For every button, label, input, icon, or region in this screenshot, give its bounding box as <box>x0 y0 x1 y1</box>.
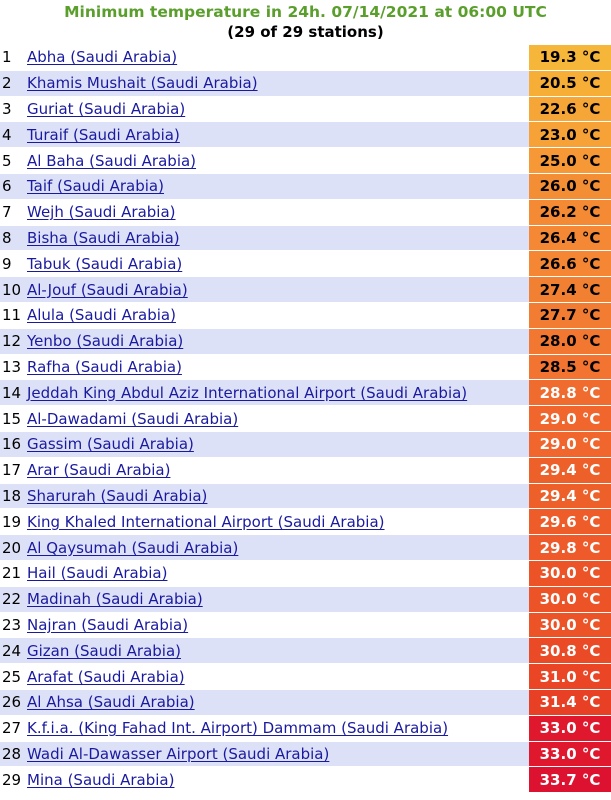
table-row <box>0 174 611 199</box>
page-header <box>0 0 611 44</box>
temperature-value: 29.0 °C <box>529 432 611 457</box>
station-link[interactable]: K.f.i.a. (King Fahad Int. Airport) Dammam (Saudi Arabia) <box>27 719 449 738</box>
station-link[interactable]: Alula (Saudi Arabia) <box>27 306 176 325</box>
table-row <box>0 380 611 405</box>
station-link[interactable]: Taif (Saudi Arabia) <box>27 177 164 196</box>
table-row <box>0 226 611 251</box>
station-link[interactable]: Wadi Al-Dawasser Airport (Saudi Arabia) <box>27 744 330 763</box>
temperature-value: 26.2 °C <box>529 200 611 225</box>
stations-table-body <box>0 45 611 792</box>
station-name-cell <box>26 587 529 612</box>
station-name-cell <box>26 690 529 715</box>
station-name-cell <box>26 251 529 276</box>
station-link[interactable]: King Khaled International Airport (Saudi Arabia) <box>27 512 385 531</box>
station-name-cell <box>26 97 529 122</box>
station-rank: 29 <box>0 767 26 792</box>
station-name-cell <box>26 355 529 380</box>
station-link[interactable]: Arar (Saudi Arabia) <box>27 461 171 480</box>
temperature-value: 33.0 °C <box>529 716 611 741</box>
table-row <box>0 329 611 354</box>
temperature-value: 30.0 °C <box>529 613 611 638</box>
table-row <box>0 355 611 380</box>
table-row <box>0 406 611 431</box>
table-row <box>0 71 611 96</box>
temperature-value: 26.6 °C <box>529 251 611 276</box>
station-link[interactable]: Wejh (Saudi Arabia) <box>27 203 176 222</box>
station-rank: 17 <box>0 458 26 483</box>
station-name-cell <box>26 45 529 70</box>
station-link[interactable]: Al Ahsa (Saudi Arabia) <box>27 693 195 712</box>
table-row <box>0 509 611 534</box>
station-name-cell <box>26 509 529 534</box>
table-row <box>0 148 611 173</box>
temperature-value: 19.3 °C <box>529 45 611 70</box>
station-rank: 28 <box>0 742 26 767</box>
table-row <box>0 638 611 663</box>
station-name-cell <box>26 380 529 405</box>
station-name-cell <box>26 535 529 560</box>
temperature-value: 28.8 °C <box>529 380 611 405</box>
station-rank: 26 <box>0 690 26 715</box>
station-link[interactable]: Rafha (Saudi Arabia) <box>27 357 182 376</box>
station-rank: 25 <box>0 664 26 689</box>
station-link[interactable]: Guriat (Saudi Arabia) <box>27 99 186 118</box>
station-link[interactable]: Al Baha (Saudi Arabia) <box>27 151 197 170</box>
station-link[interactable]: Hail (Saudi Arabia) <box>27 564 168 583</box>
table-row <box>0 45 611 70</box>
station-name-cell <box>26 122 529 147</box>
table-row <box>0 458 611 483</box>
station-name-cell <box>26 329 529 354</box>
table-row <box>0 742 611 767</box>
station-rank: 6 <box>0 174 26 199</box>
station-name-cell <box>26 226 529 251</box>
station-count: (29 of 29 stations) <box>227 23 384 41</box>
table-row <box>0 716 611 741</box>
station-link[interactable]: Jeddah King Abdul Aziz International Airport (Saudi Arabia) <box>27 383 468 402</box>
station-name-cell <box>26 767 529 792</box>
station-name-cell <box>26 71 529 96</box>
station-link[interactable]: Abha (Saudi Arabia) <box>27 48 178 67</box>
station-link[interactable]: Khamis Mushait (Saudi Arabia) <box>27 74 258 93</box>
page-title: Minimum temperature in 24h. 07/14/2021 at 06:00 UTC <box>64 3 547 21</box>
table-row <box>0 484 611 509</box>
temperature-value: 31.0 °C <box>529 664 611 689</box>
station-link[interactable]: Najran (Saudi Arabia) <box>27 615 189 634</box>
station-name-cell <box>26 638 529 663</box>
table-row <box>0 97 611 122</box>
station-rank: 12 <box>0 329 26 354</box>
temperature-value: 26.0 °C <box>529 174 611 199</box>
station-link[interactable]: Gizan (Saudi Arabia) <box>27 641 182 660</box>
station-link[interactable]: Al-Dawadami (Saudi Arabia) <box>27 409 239 428</box>
station-rank: 21 <box>0 561 26 586</box>
table-row <box>0 535 611 560</box>
station-name-cell <box>26 432 529 457</box>
station-link[interactable]: Bisha (Saudi Arabia) <box>27 228 180 247</box>
station-rank: 5 <box>0 148 26 173</box>
table-row <box>0 690 611 715</box>
table-row <box>0 303 611 328</box>
temperature-value: 30.0 °C <box>529 587 611 612</box>
table-row <box>0 122 611 147</box>
station-name-cell <box>26 174 529 199</box>
temperature-value: 29.6 °C <box>529 509 611 534</box>
station-rank: 1 <box>0 45 26 70</box>
station-name-cell <box>26 613 529 638</box>
temperature-value: 31.4 °C <box>529 690 611 715</box>
station-name-cell <box>26 200 529 225</box>
station-name-cell <box>26 148 529 173</box>
temperature-value: 33.0 °C <box>529 742 611 767</box>
station-link[interactable]: Madinah (Saudi Arabia) <box>27 590 203 609</box>
table-row <box>0 587 611 612</box>
table-row <box>0 613 611 638</box>
stations-table <box>0 44 611 793</box>
temperature-value: 27.4 °C <box>529 277 611 302</box>
station-rank: 23 <box>0 613 26 638</box>
station-rank: 24 <box>0 638 26 663</box>
temperature-value: 23.0 °C <box>529 122 611 147</box>
temperature-value: 30.8 °C <box>529 638 611 663</box>
station-name-cell <box>26 277 529 302</box>
station-link[interactable]: Arafat (Saudi Arabia) <box>27 667 185 686</box>
station-rank: 3 <box>0 97 26 122</box>
temperature-value: 22.6 °C <box>529 97 611 122</box>
station-rank: 27 <box>0 716 26 741</box>
station-name-cell <box>26 303 529 328</box>
temperature-value: 29.4 °C <box>529 484 611 509</box>
table-row <box>0 432 611 457</box>
station-rank: 20 <box>0 535 26 560</box>
station-rank: 8 <box>0 226 26 251</box>
station-link[interactable]: Mina (Saudi Arabia) <box>27 770 175 789</box>
temperature-value: 29.8 °C <box>529 535 611 560</box>
station-link[interactable]: Gassim (Saudi Arabia) <box>27 435 194 454</box>
station-rank: 2 <box>0 71 26 96</box>
station-rank: 19 <box>0 509 26 534</box>
station-name-cell <box>26 484 529 509</box>
station-name-cell <box>26 406 529 431</box>
table-row <box>0 664 611 689</box>
station-rank: 9 <box>0 251 26 276</box>
station-link[interactable]: Sharurah (Saudi Arabia) <box>27 486 208 505</box>
station-rank: 4 <box>0 122 26 147</box>
station-rank: 15 <box>0 406 26 431</box>
station-rank: 14 <box>0 380 26 405</box>
temperature-value: 29.4 °C <box>529 458 611 483</box>
station-link[interactable]: Tabuk (Saudi Arabia) <box>27 254 183 273</box>
table-row <box>0 200 611 225</box>
station-link[interactable]: Al Qaysumah (Saudi Arabia) <box>27 538 239 557</box>
table-row <box>0 277 611 302</box>
station-link[interactable]: Al-Jouf (Saudi Arabia) <box>27 280 188 299</box>
station-rank: 22 <box>0 587 26 612</box>
temperature-value: 20.5 °C <box>529 71 611 96</box>
station-rank: 13 <box>0 355 26 380</box>
temperature-value: 33.7 °C <box>529 767 611 792</box>
station-link[interactable]: Yenbo (Saudi Arabia) <box>27 332 184 351</box>
temperature-value: 27.7 °C <box>529 303 611 328</box>
station-link[interactable]: Turaif (Saudi Arabia) <box>27 125 180 144</box>
station-name-cell <box>26 561 529 586</box>
table-row <box>0 767 611 792</box>
station-rank: 10 <box>0 277 26 302</box>
temperature-value: 29.0 °C <box>529 406 611 431</box>
station-name-cell <box>26 716 529 741</box>
station-rank: 11 <box>0 303 26 328</box>
table-row <box>0 251 611 276</box>
table-row <box>0 561 611 586</box>
station-rank: 16 <box>0 432 26 457</box>
temperature-value: 26.4 °C <box>529 226 611 251</box>
temperature-value: 30.0 °C <box>529 561 611 586</box>
temperature-value: 28.5 °C <box>529 355 611 380</box>
temperature-value: 28.0 °C <box>529 329 611 354</box>
station-rank: 7 <box>0 200 26 225</box>
station-name-cell <box>26 664 529 689</box>
temperature-value: 25.0 °C <box>529 148 611 173</box>
station-name-cell <box>26 742 529 767</box>
station-name-cell <box>26 458 529 483</box>
station-rank: 18 <box>0 484 26 509</box>
